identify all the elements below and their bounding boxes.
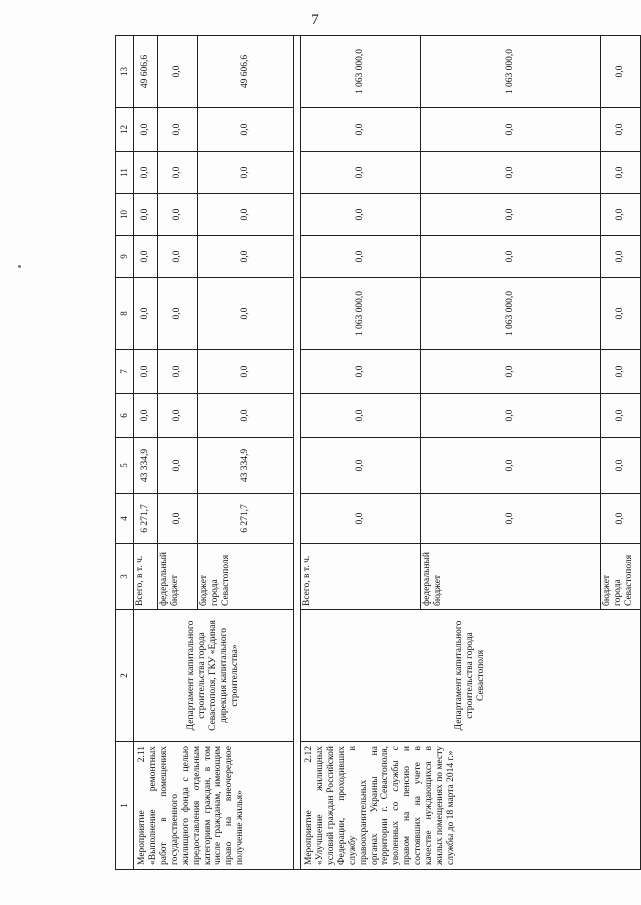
value-cell: 0,0 (301, 494, 421, 544)
value-cell: 49 606,6 (134, 36, 158, 108)
table-row (134, 36, 158, 870)
value-cell: 6 271,7 (134, 494, 158, 544)
value-cell: 0,0 (134, 350, 158, 394)
value-cell: 0,0 (158, 350, 198, 394)
header-row (116, 36, 134, 870)
header-cell: 2 (116, 610, 134, 742)
source-cell: бюджет города Севастополя (601, 544, 641, 610)
value-cell: 0,0 (301, 438, 421, 494)
value-cell: 0,0 (158, 108, 198, 152)
executor-cell: Департамент капитального строительства города Севастополя (301, 610, 641, 742)
value-cell: 0,0 (421, 108, 601, 152)
value-cell: 0,0 (601, 494, 641, 544)
value-cell: 0,0 (301, 394, 421, 438)
source-cell: Всего, в т. ч. (134, 544, 158, 610)
header-cell: 7 (116, 350, 134, 394)
value-cell: 0,0 (301, 194, 421, 236)
value-cell: 0,0 (421, 438, 601, 494)
value-cell: 0,0 (421, 350, 601, 394)
source-cell: Всего, в т. ч. (301, 544, 421, 610)
scan-speck (18, 265, 21, 268)
value-cell: 0,0 (158, 394, 198, 438)
value-cell: 0,0 (601, 152, 641, 194)
header-cell: 12 (116, 108, 134, 152)
value-cell: 0,0 (198, 152, 294, 194)
value-cell: 0,0 (198, 350, 294, 394)
value-cell: 0,0 (198, 278, 294, 350)
value-cell: 0,0 (198, 236, 294, 278)
header-cell: 10 (116, 194, 134, 236)
value-cell: 0,0 (601, 350, 641, 394)
header-cell: 11 (116, 152, 134, 194)
value-cell: 0,0 (601, 438, 641, 494)
event-description: Мероприятие 2.11 «Выполнение ремонтных работ в помещениях государственного жилищного фонда с целью предоставления отдельным категориям граждан, в том числе гражданам, имеющим право на внеочередное получение жилья» (134, 742, 294, 870)
value-cell: 0,0 (198, 394, 294, 438)
value-cell: 0,0 (158, 236, 198, 278)
value-cell: 0,0 (601, 236, 641, 278)
header-cell: 8 (116, 278, 134, 350)
value-cell: 0,0 (198, 194, 294, 236)
value-cell: 0,0 (158, 194, 198, 236)
header-cell: 1 (116, 742, 134, 870)
source-cell: бюджет города Севастополя (198, 544, 294, 610)
event-description: Мероприятие 2.12 «Улучшение жилищных условий граждан Российской Федерации, проходивших службу в правоохранительных органах Украины на территории г. Севастополя, уволенных со службы с правом на пенсию и состоявших на учете в качестве нуждающихся в жилых помещениях по месту службы до 18 марта 2014 г.» (301, 742, 641, 870)
value-cell: 0,0 (134, 152, 158, 194)
value-cell: 0,0 (134, 194, 158, 236)
value-cell: 0,0 (198, 108, 294, 152)
value-cell: 43 334,9 (134, 438, 158, 494)
value-cell: 0,0 (158, 278, 198, 350)
value-cell: 0,0 (421, 494, 601, 544)
source-cell: федеральный бюджет (421, 544, 601, 610)
rotated-table-frame (115, 36, 634, 870)
header-cell: 6 (116, 394, 134, 438)
value-cell: 0,0 (601, 108, 641, 152)
value-cell: 0,0 (601, 394, 641, 438)
value-cell: 1 063 000,0 (301, 278, 421, 350)
budget-table (115, 35, 641, 870)
value-cell: 1 063 000,0 (421, 278, 601, 350)
value-cell: 0,0 (301, 350, 421, 394)
value-cell: 0,0 (421, 394, 601, 438)
value-cell: 0,0 (301, 108, 421, 152)
value-cell: 0,0 (134, 108, 158, 152)
value-cell: 0,0 (421, 152, 601, 194)
header-cell: 9 (116, 236, 134, 278)
executor-cell: Департамент капитального строительства города Севастополя, ГКУ «Единая дирекция капитального строительства» (134, 610, 294, 742)
value-cell: 0,0 (601, 194, 641, 236)
value-cell: 0,0 (301, 236, 421, 278)
value-cell: 1 063 000,0 (301, 36, 421, 108)
value-cell: 0,0 (134, 236, 158, 278)
value-cell: 0,0 (301, 152, 421, 194)
value-cell: 0,0 (134, 394, 158, 438)
gap-cell (294, 36, 301, 870)
value-cell: 6 271,7 (198, 494, 294, 544)
header-cell: 3 (116, 544, 134, 610)
source-cell: федеральный бюджет (158, 544, 198, 610)
value-cell: 0,0 (421, 236, 601, 278)
value-cell: 43 334,9 (198, 438, 294, 494)
value-cell: 0,0 (601, 278, 641, 350)
header-cell: 4 (116, 494, 134, 544)
value-cell: 49 606,6 (198, 36, 294, 108)
value-cell: 0,0 (134, 278, 158, 350)
header-cell: 13 (116, 36, 134, 108)
value-cell: 0,0 (158, 438, 198, 494)
value-cell: 1 063 000,0 (421, 36, 601, 108)
header-cell: 5 (116, 438, 134, 494)
value-cell: 0,0 (421, 194, 601, 236)
value-cell: 0,0 (601, 36, 641, 108)
value-cell: 0,0 (158, 152, 198, 194)
value-cell: 0,0 (158, 494, 198, 544)
value-cell: 0,0 (158, 36, 198, 108)
page-number: 7 (311, 12, 319, 28)
table-row (301, 36, 421, 870)
group-gap (294, 36, 301, 870)
